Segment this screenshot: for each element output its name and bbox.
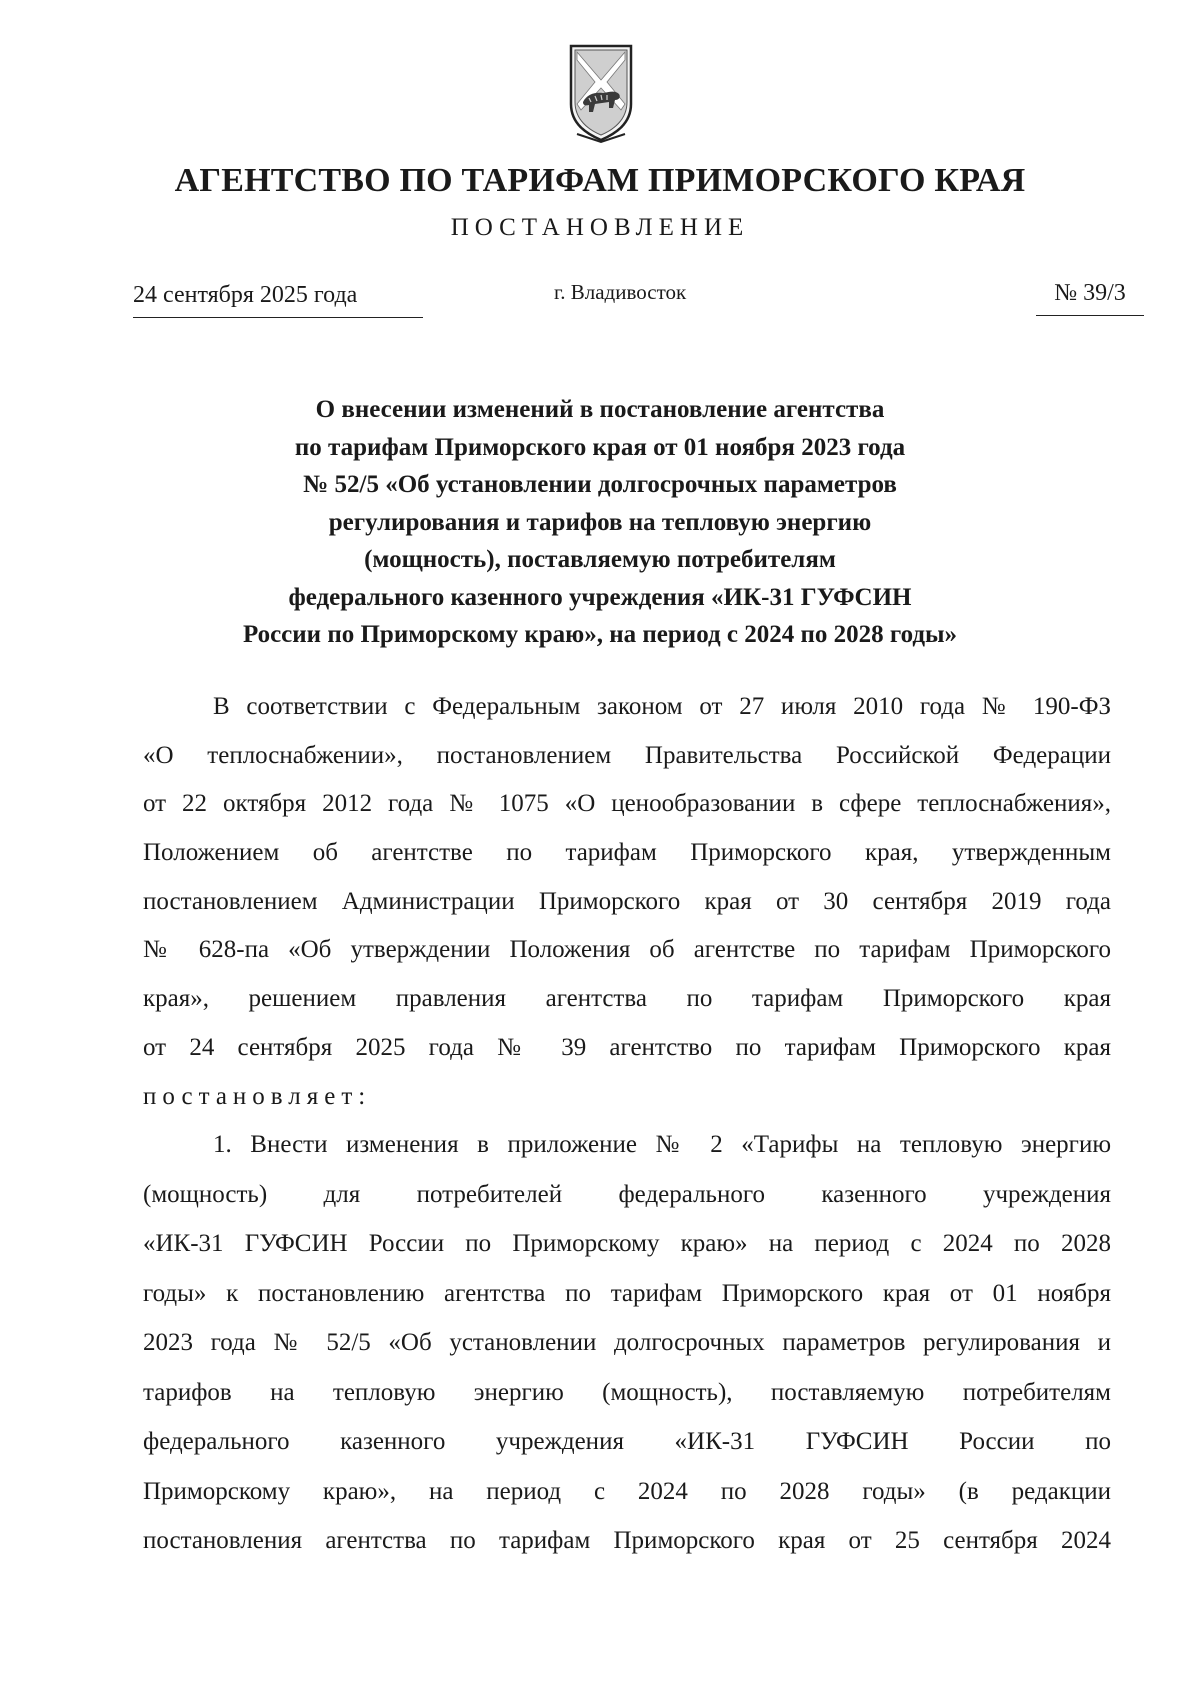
paragraph-item-1: [143, 1126, 1111, 1572]
document-title: [150, 391, 1050, 654]
coat-of-arms-icon: [565, 42, 637, 146]
paragraph-preamble: [143, 688, 1111, 1126]
body-line: 1. Внести изменения в приложение № 2 «Тарифы на тепловую энергию: [213, 1131, 1111, 1159]
body-line: от 22 октября 2012 года № 1075 «О ценообразовании в сфере теплоснабжения»,: [143, 790, 1111, 818]
document-city: г. Владивосток: [554, 280, 687, 304]
agency-name: АГЕНТСТВО ПО ТАРИФАМ ПРИМОРСКОГО КРАЯ: [174, 162, 1026, 199]
body-line: края», решением правления агентства по тарифам Приморского края: [143, 985, 1111, 1013]
body-line-decrees: постановляет:: [143, 1082, 372, 1110]
title-line: регулирования и тарифов на тепловую энергию: [328, 508, 872, 536]
title-line: № 52/5 «Об установлении долгосрочных параметров: [303, 471, 897, 498]
body-line: В соответствии с Федеральным законом от 27 июля 2010 года № 190-ФЗ: [213, 693, 1111, 720]
title-line: России по Приморскому краю», на период с 2024 по 2028 годы»: [242, 621, 958, 648]
body-line: Положением об агентстве по тарифам Приморского края, утвержденным: [143, 839, 1111, 867]
body-line: «ИК-31 ГУФСИН России по Приморскому краю» на период с 2024 по 2028: [143, 1230, 1111, 1258]
body-line: Приморскому краю», на период с 2024 по 2028 годы» (в редакции: [143, 1477, 1111, 1505]
document-type: ПОСТАНОВЛЕНИЕ: [450, 214, 750, 241]
body-line: тарифов на тепловую энергию (мощность), поставляемую потребителям: [143, 1378, 1111, 1406]
body-line: 2023 года № 52/5 «Об установлении долгосрочных параметров регулирования и: [143, 1329, 1111, 1357]
body-line: № 628-па «Об утверждении Положения об агентстве по тарифам Приморского: [143, 936, 1111, 964]
body-line: постановлением Администрации Приморского края от 30 сентября 2019 года: [143, 887, 1111, 915]
body-line: постановления агентства по тарифам Приморского края от 25 сентября 2024: [143, 1527, 1111, 1555]
document-date: 24 сентября 2025 года: [133, 282, 423, 318]
title-line: федерального казенного учреждения «ИК-31 ГУФСИН: [288, 583, 912, 611]
body-line: от 24 сентября 2025 года № 39 агентство по тарифам Приморского края: [143, 1033, 1111, 1061]
document-body: [143, 688, 1111, 1572]
body-line: «О теплоснабжении», постановлением Правительства Российской Федерации: [143, 741, 1111, 769]
document-number: № 39/3: [1036, 280, 1144, 316]
title-line: О внесении изменений в постановление агентства: [315, 396, 885, 423]
body-line: годы» к постановлению агентства по тарифам Приморского края от 01 ноября: [143, 1279, 1111, 1307]
title-line: по тарифам Приморского края от 01 ноября 2023 года: [294, 433, 906, 461]
title-line: (мощность), поставляемую потребителям: [364, 546, 836, 573]
body-line: федерального казенного учреждения «ИК-31 ГУФСИН России по: [143, 1428, 1111, 1456]
body-line: (мощность) для потребителей федерального казенного учреждения: [143, 1180, 1111, 1208]
